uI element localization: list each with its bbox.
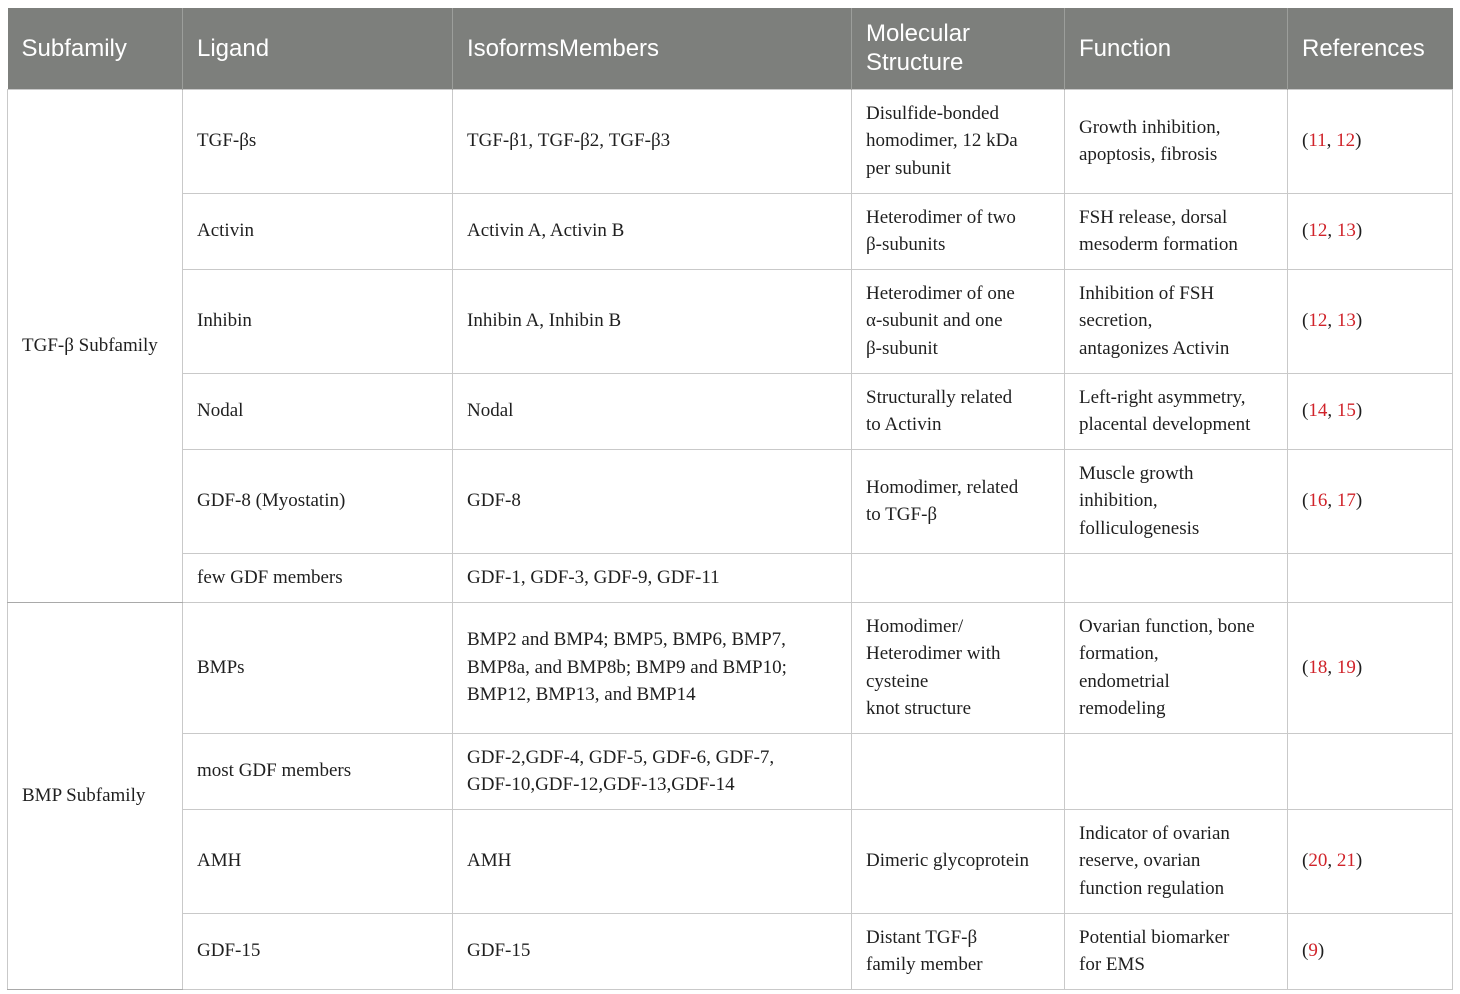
structure-cell-line: Distant TGF-β [866,926,978,948]
isoforms-cell-line: GDF-15 [467,940,531,962]
isoforms-cell-line: GDF-8 [467,490,521,512]
structure-cell-line: Heterodimer with [866,643,1001,664]
references-cell: (9) [1288,913,1453,989]
table-row [8,733,1453,809]
function-cell-line: apoptosis, fibrosis [1079,144,1218,165]
structure-cell [852,89,1065,193]
header-subfamily: Subfamily [8,8,183,89]
function-cell-line: Ovarian function, bone [1079,615,1255,637]
function-cell-line: inhibition, [1079,490,1158,512]
subfamily-cell: BMP Subfamily [8,602,183,989]
structure-cell-line: cysteine [866,670,929,692]
table-row [8,89,1453,193]
table-row [8,809,1453,913]
ligand-cell: Inhibin [183,269,453,373]
function-cell [1065,449,1288,553]
structure-cell-line: α-subunit and one [866,310,1003,332]
subfamily-cell: TGF-β Subfamily [8,89,183,602]
reference-link[interactable]: 21 [1336,850,1356,872]
reference-link[interactable]: 16 [1308,490,1328,512]
structure-cell-line: Heterodimer of two [866,206,1016,228]
structure-cell-line: Disulfide-bonded [866,102,999,124]
isoforms-cell [453,373,852,449]
table-row [8,602,1453,733]
structure-cell [852,449,1065,553]
table-row [8,269,1453,373]
isoforms-cell-line: Nodal [467,400,514,422]
reference-link[interactable]: 9 [1308,940,1318,962]
isoforms-cell [453,913,852,989]
function-cell [1065,602,1288,733]
structure-cell-line: family member [866,954,983,975]
reference-link[interactable]: 13 [1336,220,1356,242]
table-body [8,89,1453,989]
isoforms-cell-line: BMP12, BMP13, and BMP14 [467,684,696,706]
references-cell: (20, 21) [1288,809,1453,913]
isoforms-cell [453,602,852,733]
function-cell [1065,913,1288,989]
function-cell-line: Growth inhibition, [1079,116,1221,138]
header-function: Function [1065,8,1288,89]
table-header [8,8,1453,89]
isoforms-cell [453,193,852,269]
isoforms-cell [453,553,852,602]
ligand-cell: Nodal [183,373,453,449]
function-cell-line: Left-right asymmetry, [1079,386,1246,408]
structure-cell-line: per subunit [866,157,951,179]
structure-cell-line: to Activin [866,414,942,435]
structure-cell-line: to TGF-β [866,504,938,525]
reference-link[interactable]: 13 [1336,310,1356,332]
structure-cell [852,193,1065,269]
structure-cell-line: Structurally related [866,386,1013,408]
table-row [8,913,1453,989]
structure-cell-line: Homodimer/ [866,615,964,637]
references-cell: (14, 15) [1288,373,1453,449]
function-cell [1065,193,1288,269]
isoforms-cell [453,733,852,809]
function-cell [1065,373,1288,449]
references-cell [1288,733,1453,809]
structure-cell-line: homodimer, 12 kDa [866,130,1018,152]
structure-cell [852,733,1065,809]
header-references: References [1288,8,1453,89]
function-cell [1065,553,1288,602]
reference-link[interactable]: 20 [1308,850,1328,872]
function-cell-line: Indicator of ovarian [1079,822,1230,844]
references-cell: (12, 13) [1288,269,1453,373]
references-cell: (18, 19) [1288,602,1453,733]
function-cell-line: for EMS [1079,954,1145,975]
isoforms-cell-line: GDF-2,GDF-4, GDF-5, GDF-6, GDF-7, [467,746,775,768]
isoforms-cell-line: BMP2 and BMP4; BMP5, BMP6, BMP7, [467,629,786,651]
ligand-cell: most GDF members [183,733,453,809]
function-cell-line: Muscle growth [1079,462,1194,484]
isoforms-cell [453,89,852,193]
function-cell-line: antagonizes Activin [1079,337,1230,359]
ligand-cell: TGF-βs [183,89,453,193]
reference-link[interactable]: 11 [1308,130,1327,152]
function-cell-line: formation, [1079,643,1159,664]
structure-cell-line: β-subunit [866,337,938,359]
reference-link[interactable]: 12 [1308,220,1328,242]
isoforms-cell-line: Inhibin A, Inhibin B [467,310,622,332]
header-molecular-structure [852,8,1065,89]
references-cell [1288,553,1453,602]
reference-link[interactable]: 14 [1308,400,1328,422]
reference-link[interactable]: 19 [1336,656,1356,678]
header-ligand: Ligand [183,8,453,89]
isoforms-cell [453,449,852,553]
header-row [8,8,1453,89]
structure-cell [852,602,1065,733]
isoforms-cell-line: TGF-β1, TGF-β2, TGF-β3 [467,130,671,152]
structure-cell [852,373,1065,449]
structure-cell-line: Homodimer, related [866,476,1019,498]
isoforms-cell [453,269,852,373]
reference-link[interactable]: 17 [1336,490,1356,512]
header-isoforms: IsoformsMembers [453,8,852,89]
isoforms-cell [453,809,852,913]
structure-cell [852,913,1065,989]
table-row [8,373,1453,449]
ligand-cell: AMH [183,809,453,913]
structure-cell-line: Dimeric glycoprotein [866,850,1030,872]
header-structure-line: Structure [866,49,964,77]
function-cell-line: function regulation [1079,877,1225,899]
isoforms-cell-line: BMP8a, and BMP8b; BMP9 and BMP10; [467,656,787,678]
function-cell-line: folliculogenesis [1079,517,1200,539]
references-cell: (16, 17) [1288,449,1453,553]
function-cell-line: Potential biomarker [1079,926,1230,948]
ligand-cell: GDF-15 [183,913,453,989]
function-cell-line: mesoderm formation [1079,234,1238,255]
table-row [8,553,1453,602]
isoforms-cell-line: GDF-1, GDF-3, GDF-9, GDF-11 [467,566,720,588]
function-cell [1065,733,1288,809]
function-cell-line: FSH release, dorsal [1079,206,1228,228]
ligand-cell: Activin [183,193,453,269]
structure-cell [852,553,1065,602]
isoforms-cell-line: GDF-10,GDF-12,GDF-13,GDF-14 [467,774,735,795]
function-cell-line: endometrial [1079,670,1170,692]
header-structure-line: Molecular [866,20,971,48]
ligand-cell: few GDF members [183,553,453,602]
references-cell: (12, 13) [1288,193,1453,269]
reference-link[interactable]: 12 [1308,310,1328,332]
function-cell-line: placental development [1079,414,1251,435]
function-cell [1065,809,1288,913]
isoforms-cell-line: AMH [467,850,512,872]
references-cell: (11, 12) [1288,89,1453,193]
function-cell-line: secretion, [1079,310,1153,332]
ligand-cell: GDF-8 (Myostatin) [183,449,453,553]
structure-cell-line: knot structure [866,698,972,719]
structure-cell [852,269,1065,373]
function-cell [1065,89,1288,193]
reference-link[interactable]: 15 [1336,400,1356,422]
reference-link[interactable]: 18 [1308,656,1328,678]
isoforms-cell-line: Activin A, Activin B [467,220,625,242]
structure-cell-line: β-subunits [866,234,946,255]
tgf-beta-family-table [7,8,1453,990]
function-cell-line: remodeling [1079,698,1166,719]
table-row [8,449,1453,553]
function-cell-line: Inhibition of FSH [1079,282,1215,304]
reference-link[interactable]: 12 [1336,130,1356,152]
structure-cell [852,809,1065,913]
ligand-cell: BMPs [183,602,453,733]
function-cell-line: reserve, ovarian [1079,850,1201,872]
structure-cell-line: Heterodimer of one [866,282,1015,304]
table-row [8,193,1453,269]
function-cell [1065,269,1288,373]
